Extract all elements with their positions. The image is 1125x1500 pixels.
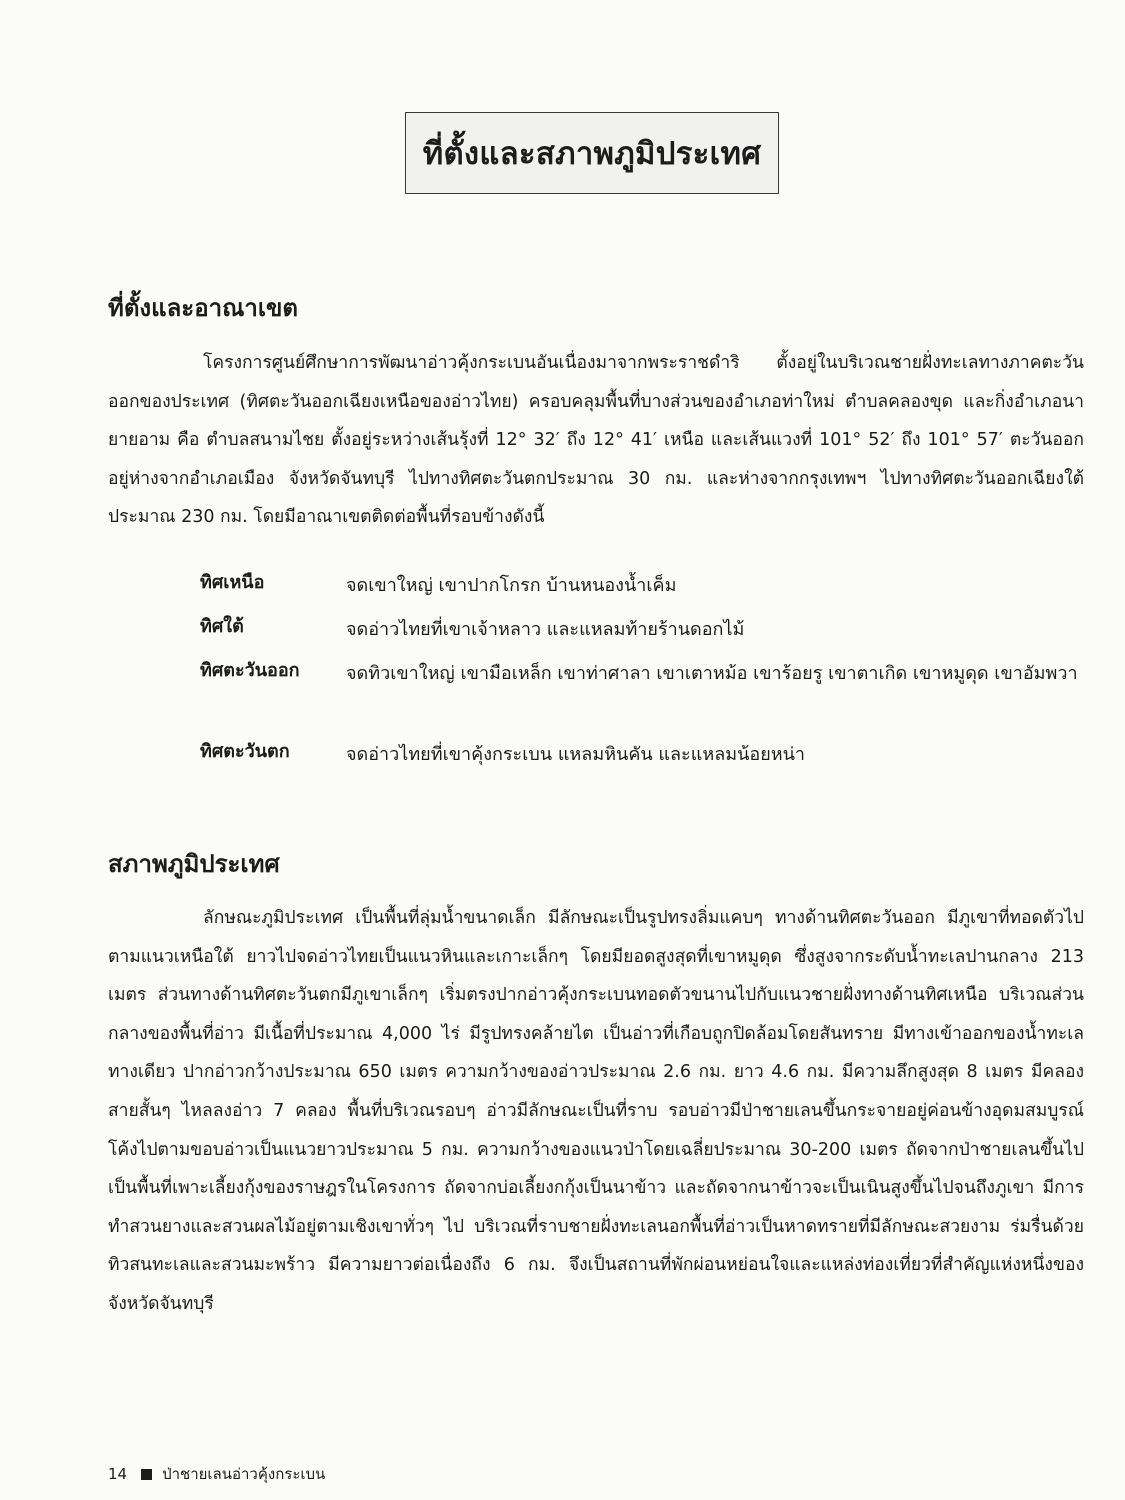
page-footer [108, 1462, 325, 1486]
book-title: ป่าชายเลนอ่าวคุ้งกระเบน [162, 1465, 326, 1483]
topography-paragraph: ลักษณะภูมิประเทศ เป็นพื้นที่ลุ่มน้ำขนาดเล็ก มีลักษณะเป็นรูปทรงลิ่มแคบๆ ทางด้านทิศตะวันออก มีภูเขาที่ทอดตัวไปตามแนวเหนือใต้ ยาวไปจดอ่าวไทยเป็นแนวหินและเกาะเล็กๆ โดยมียอดสูงสุดที่เขาหมูดุด ซึ่งสูงจากระดับน้ำทะเลปานกลาง 213 เมตร ส่วนทางด้านทิศตะวันตกมีภูเขาเล็กๆ เริ่มตรงปากอ่าวคุ้งกระเบนทอดตัวขนานไปกับแนวชายฝั่งทางด้านทิศเหนือ บริเวณส่วนกลางของพื้นที่อ่าว มีเนื้อที่ประมาณ 4,000 ไร่ มีรูปทรงคล้ายไต เป็นอ่าวที่เกือบถูกปิดล้อมโดยสันทราย มีทางเข้าออกของน้ำทะเลทางเดียว ปากอ่าวกว้างประมาณ 650 เมตร ความกว้างของอ่าวประมาณ 2.6 กม. ยาว 4.6 กม. มีความลึกสูงสุด 8 เมตร มีคลองสายสั้นๆ ไหลลงอ่าว 7 คลอง พื้นที่บริเวณรอบๆ อ่าวมีลักษณะเป็นที่ราบ รอบอ่าวมีป่าชายเลนขึ้นกระจายอยู่ค่อนข้างอุดมสมบูรณ์ โค้งไปตามขอบอ่าวเป็นแนวยาวประมาณ 5 กม. ความกว้างของแนวป่าโดยเฉลี่ยประมาณ 30-200 เมตร ถัดจากป่าชายเลนขึ้นไปเป็นพื้นที่เพาะเลี้ยงกุ้งของราษฎรในโครงการ ถัดจากบ่อเลี้ยงกกุ้งเป็นนาข้าว และถัดจากนาข้าวจะเป็นเนินสูงขึ้นไปจนถึงภูเขา มีการทำสวนยางและสวนผลไม้อยู่ตามเชิงเขาทั่วๆ ไป บริเวณที่ราบชายฝั่งทะเลนอกพื้นที่อ่าวเป็นหาดทรายที่มีลักษณะสวยงาม ร่มรื่นด้วยทิวสนทะเลและสวนมะพร้าว มีความยาวต่อเนื่องถึง 6 กม. จึงเป็นสถานที่พักผ่อนหย่อนใจและแหล่งท่องเที่ยวที่สำคัญแห่งหนึ่งของจังหวัดจันทบุรี [108, 908, 1084, 1314]
square-bullet-icon [141, 1469, 152, 1480]
boundary-text: จดทิวเขาใหญ่ เขามือเหล็ก เขาท่าศาลา เขาเตาหม้อ เขาร้อยรู เขาตาเกิด เขาหมูดุด เขาอัมพวา [346, 663, 1078, 684]
boundary-label: ทิศเหนือ [200, 572, 265, 593]
boundary-text: จดอ่าวไทยที่เขาคุ้งกระเบน แหลมหินคัน และแหลมน้อยหน่า [346, 744, 806, 765]
page-title-text: ที่ตั้งและสภาพภูมิประเทศ [422, 136, 762, 172]
boundary-text: จดเขาใหญ่ เขาปากโกรก บ้านหนองน้ำเค็ม [346, 575, 677, 596]
boundary-label: ทิศตะวันออก [200, 660, 300, 681]
page-title [405, 112, 779, 194]
location-paragraph: โครงการศูนย์ศึกษาการพัฒนาอ่าวคุ้งกระเบนอันเนื่องมาจากพระราชดำริ ตั้งอยู่ในบริเวณชายฝั่งทะเลทางภาคตะวันออกของประเทศ (ทิศตะวันออกเฉียงเหนือของอ่าวไทย) ครอบคลุมพื้นที่บางส่วนของอำเภอท่าใหม่ ตำบลคลองขุด และกิ่งอำเภอนายายอาม คือ ตำบลสนามไชย ตั้งอยู่ระหว่างเส้นรุ้งที่ 12° 32′ ถึง 12° 41′ เหนือ และเส้นแวงที่ 101° 52′ ถึง 101° 57′ ตะวันออก อยู่ห่างจากอำเภอเมือง จังหวัดจันทบุรี ไปทางทิศตะวันตกประมาณ 30 กม. และห่างจากกรุงเทพฯ ไปทางทิศตะวันออกเฉียงใต้ประมาณ 230 กม. โดยมีอาณาเขตติดต่อพื้นที่รอบข้างดังนี้ [108, 353, 1084, 528]
section-heading-topography: สภาพภูมิประเทศ [108, 850, 280, 878]
boundary-label: ทิศใต้ [200, 616, 244, 637]
page-number: 14 [108, 1465, 128, 1483]
section-heading-location: ที่ตั้งและอาณาเขต [108, 294, 299, 322]
boundary-label: ทิศตะวันตก [200, 741, 290, 762]
boundary-text: จดอ่าวไทยที่เขาเจ้าหลาว และแหลมท้ายร้านดอกไม้ [346, 619, 745, 640]
